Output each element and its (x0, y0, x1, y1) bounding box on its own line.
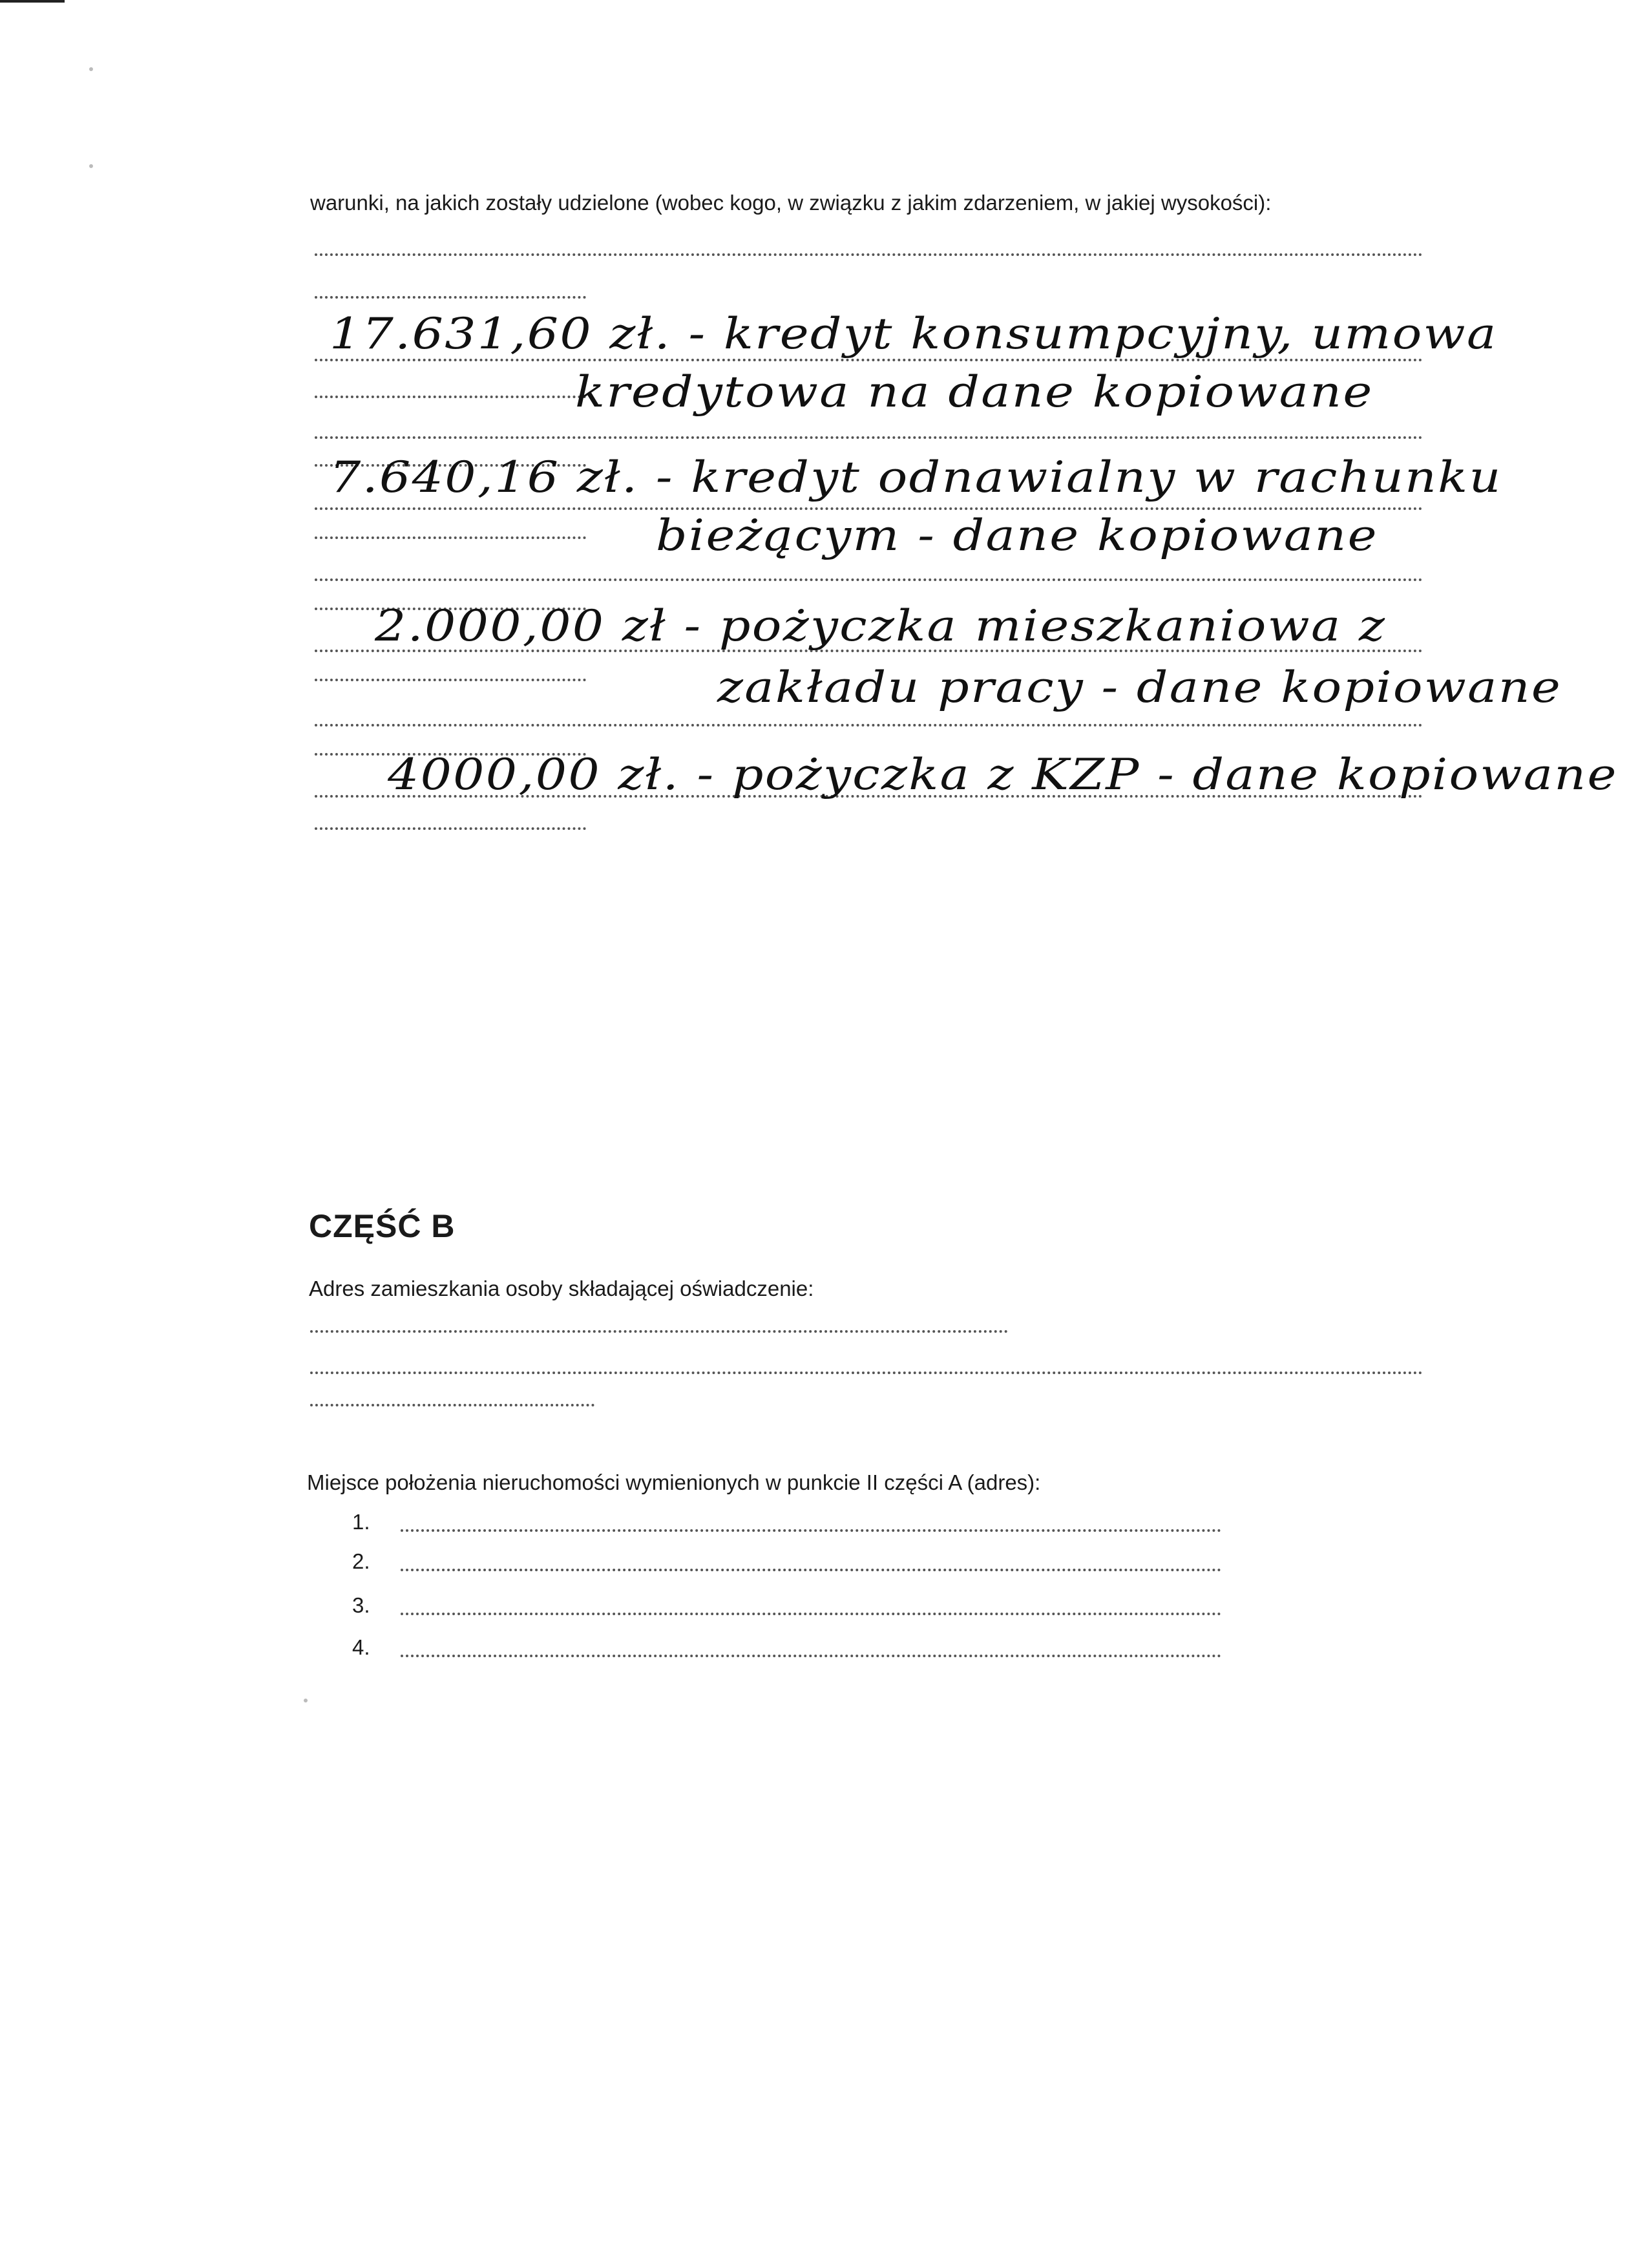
scan-edge-mark (0, 0, 65, 3)
handwritten-line-2: kredytowa na dane kopiowane (575, 367, 1374, 417)
handwritten-line-4: bieżącym - dane kopiowane (656, 511, 1378, 560)
scan-speck (89, 164, 93, 168)
dotted-line (315, 507, 1423, 510)
part-b-heading: CZĘŚĆ B (309, 1208, 456, 1244)
dotted-line (315, 679, 586, 681)
scan-speck (304, 1699, 308, 1702)
property-address-line[interactable] (401, 1529, 1221, 1532)
dotted-line (315, 296, 586, 299)
address-label: Adres zamieszkania osoby składającej oświadczenie: (309, 1277, 814, 1300)
dotted-line (315, 724, 1423, 726)
address-line-2[interactable] (310, 1372, 1423, 1374)
conditions-label: warunki, na jakich zostały udzielone (wobec kogo, w związku z jakim zdarzeniem, w jakiej wysokości): (310, 191, 1272, 215)
dotted-line (315, 536, 586, 539)
scan-speck (89, 67, 93, 71)
property-item-number: 4. (352, 1635, 370, 1659)
handwritten-line-5: 2.000,00 zł - pożyczka mieszkaniowa z (375, 601, 1387, 651)
dotted-line (315, 396, 586, 398)
property-address-line[interactable] (401, 1613, 1221, 1615)
property-address-line[interactable] (401, 1569, 1221, 1571)
handwritten-line-3: 7.640,16 zł. - kredyt odnawialny w rachunku (330, 452, 1502, 502)
dotted-line (315, 359, 1423, 361)
dotted-line (315, 436, 1423, 439)
address-line-3[interactable] (310, 1404, 594, 1406)
property-item-number: 3. (352, 1593, 370, 1617)
address-line-1[interactable] (310, 1330, 1008, 1333)
property-address-line[interactable] (401, 1655, 1221, 1657)
handwritten-line-7: 4000,00 zł. - pożyczka z KZP - dane kopiowane (388, 750, 1618, 800)
dotted-line (315, 578, 1423, 581)
property-item-number: 2. (352, 1549, 370, 1573)
handwritten-line-6: zakładu pracy - dane kopiowane (717, 662, 1562, 712)
handwritten-line-1: 17.631,60 zł. - kredyt konsumpcyjny, umowa (330, 309, 1498, 359)
dotted-line (315, 253, 1423, 256)
property-label: Miejsce położenia nieruchomości wymienionych w punkcie II części A (adres): (307, 1470, 1041, 1494)
property-item-number: 1. (352, 1510, 370, 1534)
dotted-line (315, 827, 586, 830)
